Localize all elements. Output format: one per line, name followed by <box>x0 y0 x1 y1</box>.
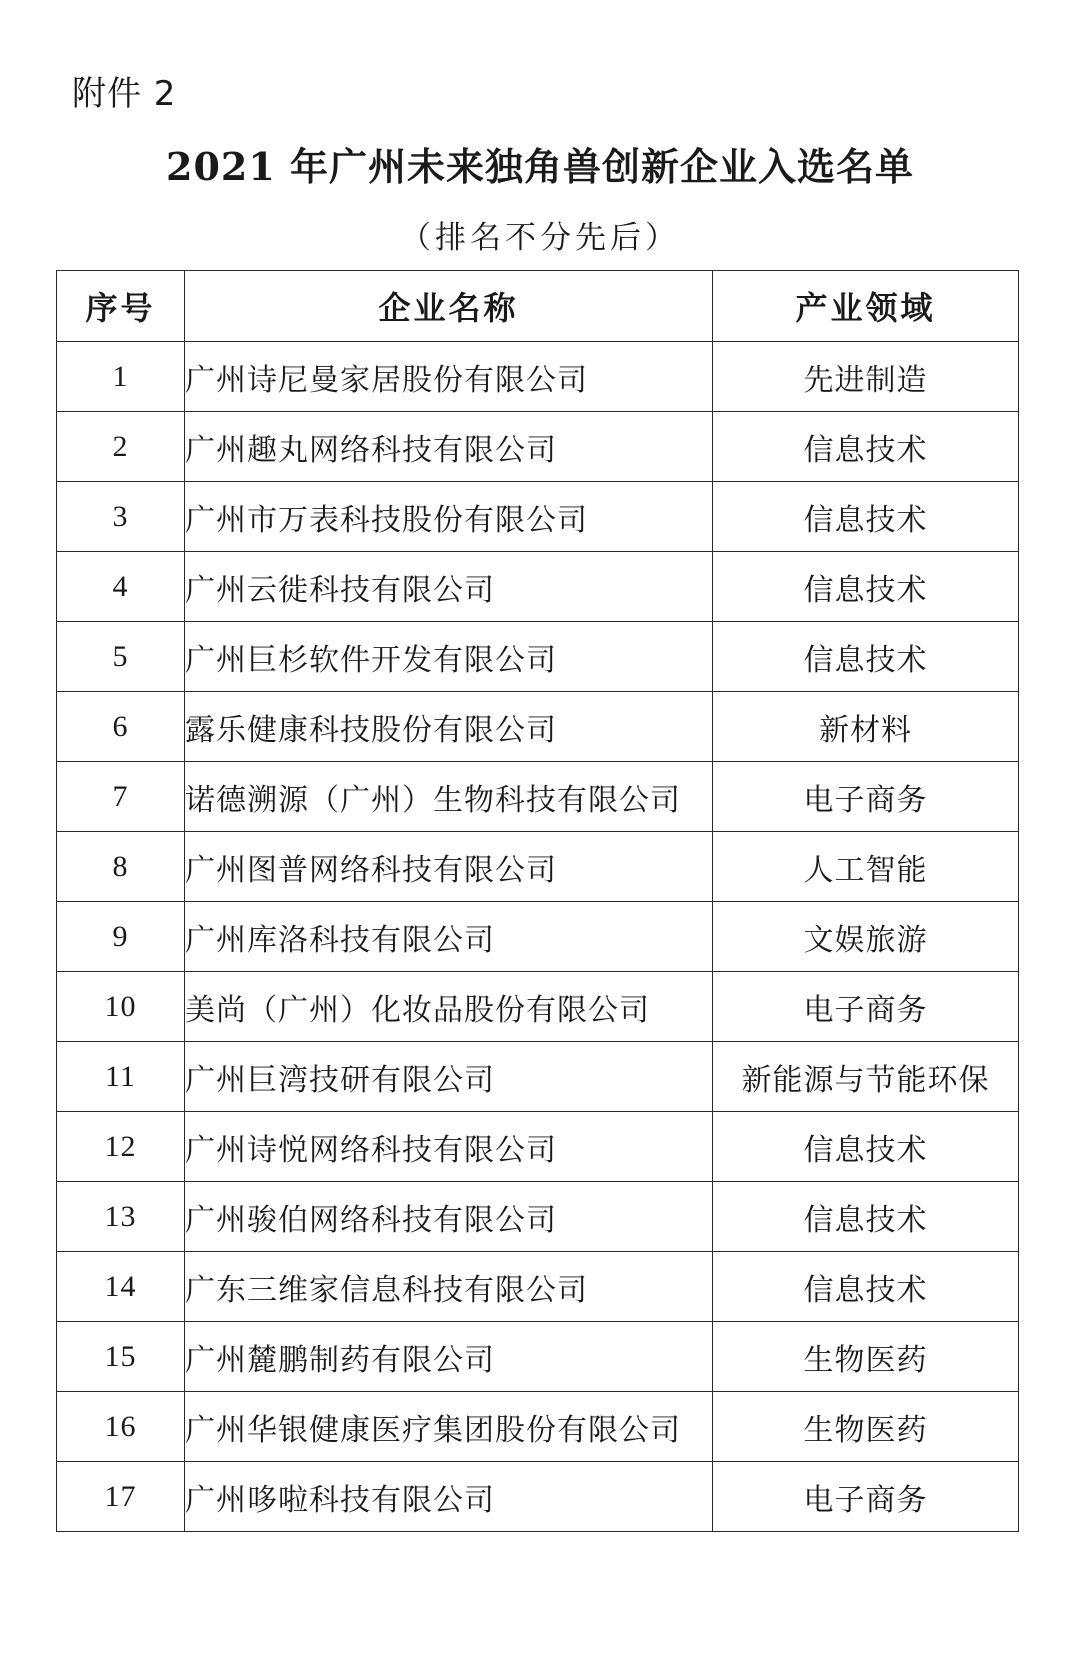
industry-field: 新材料 <box>713 692 1019 762</box>
industry-field: 文娱旅游 <box>713 902 1019 972</box>
industry-field: 生物医药 <box>713 1392 1019 1462</box>
company-name: 广州华银健康医疗集团股份有限公司 <box>185 1392 713 1462</box>
industry-field: 信息技术 <box>713 552 1019 622</box>
industry-field: 信息技术 <box>713 412 1019 482</box>
row-number: 3 <box>57 482 185 552</box>
row-number: 4 <box>57 552 185 622</box>
table-row <box>57 1462 1019 1532</box>
company-name: 广州麓鹏制药有限公司 <box>185 1322 713 1392</box>
row-number: 5 <box>57 622 185 692</box>
table-row <box>57 552 1019 622</box>
table-row <box>57 482 1019 552</box>
industry-field: 生物医药 <box>713 1322 1019 1392</box>
industry-field: 信息技术 <box>713 622 1019 692</box>
table-row <box>57 972 1019 1042</box>
industry-field: 新能源与节能环保 <box>713 1042 1019 1112</box>
table-row <box>57 1392 1019 1462</box>
industry-field: 信息技术 <box>713 1252 1019 1322</box>
table-row <box>57 412 1019 482</box>
table-row <box>57 1182 1019 1252</box>
table-row <box>57 1112 1019 1182</box>
company-name: 广州市万表科技股份有限公司 <box>185 482 713 552</box>
column-header-industry: 产业领域 <box>713 271 1019 342</box>
row-number: 14 <box>57 1252 185 1322</box>
column-header-number: 序号 <box>57 271 185 342</box>
company-name: 广东三维家信息科技有限公司 <box>185 1252 713 1322</box>
table-row <box>57 762 1019 832</box>
company-name: 广州诗尼曼家居股份有限公司 <box>185 342 713 412</box>
company-name: 广州诗悦网络科技有限公司 <box>185 1112 713 1182</box>
table-header-row <box>57 271 1019 342</box>
company-name: 美尚（广州）化妆品股份有限公司 <box>185 972 713 1042</box>
row-number: 13 <box>57 1182 185 1252</box>
company-name: 露乐健康科技股份有限公司 <box>185 692 713 762</box>
table-row <box>57 622 1019 692</box>
industry-field: 人工智能 <box>713 832 1019 902</box>
table-row <box>57 692 1019 762</box>
row-number: 2 <box>57 412 185 482</box>
row-number: 10 <box>57 972 185 1042</box>
document-title: 2021 年广州未来独角兽创新企业入选名单 <box>166 144 914 189</box>
row-number: 8 <box>57 832 185 902</box>
table-row <box>57 1322 1019 1392</box>
company-name: 广州图普网络科技有限公司 <box>185 832 713 902</box>
row-number: 16 <box>57 1392 185 1462</box>
table-row <box>57 832 1019 902</box>
table-row <box>57 1252 1019 1322</box>
company-name: 广州哆啦科技有限公司 <box>185 1462 713 1532</box>
company-table <box>56 270 1019 1532</box>
row-number: 7 <box>57 762 185 832</box>
industry-field: 先进制造 <box>713 342 1019 412</box>
industry-field: 电子商务 <box>713 762 1019 832</box>
company-name: 广州巨湾技研有限公司 <box>185 1042 713 1112</box>
table-row <box>57 342 1019 412</box>
industry-field: 信息技术 <box>713 1182 1019 1252</box>
attachment-label: 附件 2 <box>72 74 177 114</box>
table-row <box>57 1042 1019 1112</box>
industry-field: 信息技术 <box>713 1112 1019 1182</box>
industry-field: 电子商务 <box>713 972 1019 1042</box>
company-name: 广州骏伯网络科技有限公司 <box>185 1182 713 1252</box>
industry-field: 信息技术 <box>713 482 1019 552</box>
row-number: 11 <box>57 1042 185 1112</box>
industry-field: 电子商务 <box>713 1462 1019 1532</box>
company-name: 广州库洛科技有限公司 <box>185 902 713 972</box>
company-name: 广州巨杉软件开发有限公司 <box>185 622 713 692</box>
column-header-company: 企业名称 <box>185 271 713 342</box>
document-subtitle: （排名不分先后） <box>400 220 680 256</box>
row-number: 17 <box>57 1462 185 1532</box>
row-number: 6 <box>57 692 185 762</box>
row-number: 9 <box>57 902 185 972</box>
row-number: 1 <box>57 342 185 412</box>
company-name: 广州云徙科技有限公司 <box>185 552 713 622</box>
row-number: 15 <box>57 1322 185 1392</box>
company-name: 广州趣丸网络科技有限公司 <box>185 412 713 482</box>
row-number: 12 <box>57 1112 185 1182</box>
company-name: 诺德溯源（广州）生物科技有限公司 <box>185 762 713 832</box>
table-row <box>57 902 1019 972</box>
